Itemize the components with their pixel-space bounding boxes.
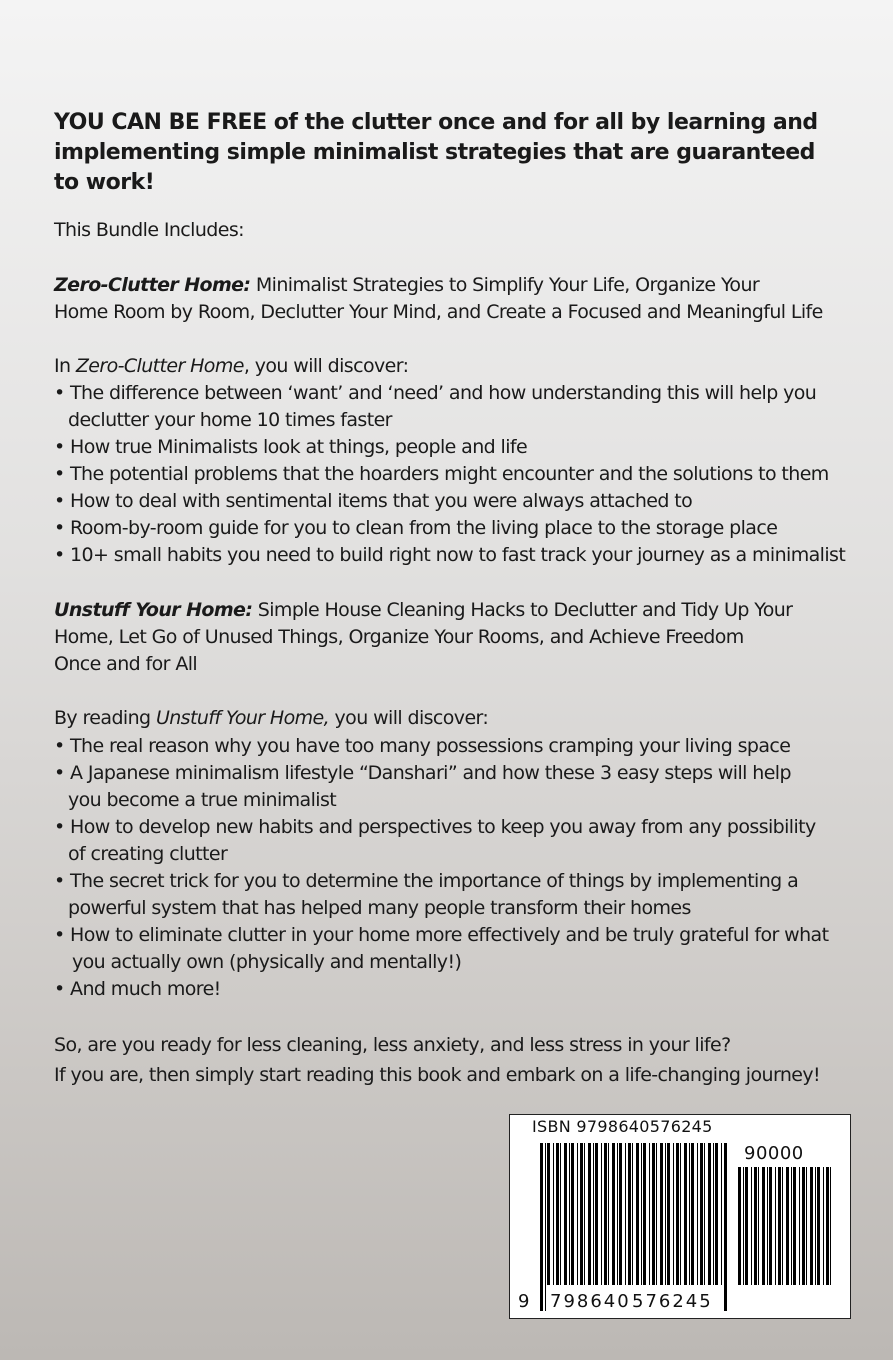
barcode-bar	[595, 1143, 598, 1285]
barcode-bar	[830, 1167, 831, 1285]
list-item: • The difference between ‘want’ and ‘need’ and how understanding this will help you	[54, 382, 817, 404]
barcode-bar	[715, 1143, 718, 1285]
barcode-bar	[700, 1143, 703, 1285]
barcode-bar	[721, 1143, 722, 1285]
barcode-bar	[560, 1143, 561, 1285]
list-item: of creating clutter	[68, 843, 228, 865]
barcode-bar	[628, 1143, 631, 1285]
barcode-bar	[632, 1143, 633, 1285]
barcode-bar	[697, 1143, 698, 1285]
barcode-bar	[782, 1167, 783, 1285]
book1-intro: In Zero-Clutter Home, you will discover:	[54, 355, 409, 377]
barcode-digits-left: 798640	[550, 1291, 631, 1312]
barcode-bar	[601, 1143, 602, 1285]
barcode-bar	[762, 1167, 765, 1285]
isbn-label: ISBN 9798640576245	[532, 1117, 713, 1136]
barcode-bar	[704, 1143, 705, 1285]
barcode-bar	[619, 1143, 622, 1285]
barcode-bar	[802, 1167, 805, 1285]
book1-subtitle-line-2: Home Room by Room, Declutter Your Mind, and Create a Focused and Meaningful Life	[54, 301, 823, 323]
barcode-bar	[758, 1167, 759, 1285]
barcode-bar	[588, 1143, 591, 1285]
closing-line-1: So, are you ready for less cleaning, less anxiety, and less stress in your life?	[54, 1034, 731, 1056]
barcode-digit-first: 9	[518, 1291, 532, 1312]
list-item: • Room-by-room guide for you to clean from the living place to the storage place	[54, 517, 778, 539]
list-item: • And much more!	[54, 978, 221, 1000]
list-item: • How to eliminate clutter in your home more effectively and be truly grateful for what	[54, 924, 829, 946]
barcode-bar	[713, 1143, 714, 1285]
barcode-bar	[684, 1143, 687, 1285]
list-item: declutter your home 10 times faster	[68, 409, 392, 431]
barcode-bars	[510, 1115, 850, 1318]
barcode-bar	[652, 1143, 655, 1285]
barcode-bar	[553, 1143, 554, 1285]
barcode-bar	[545, 1143, 546, 1311]
book2-subtitle-line-3: Once and for All	[54, 653, 198, 675]
barcode-digits-right: 576245	[632, 1291, 713, 1312]
barcode-bar	[791, 1167, 792, 1285]
barcode-bar	[751, 1167, 752, 1285]
barcode-bar	[571, 1143, 574, 1285]
barcode-bar	[826, 1167, 829, 1285]
barcode-bar	[656, 1143, 657, 1285]
barcode-bar	[738, 1167, 741, 1285]
barcode-bar	[786, 1167, 789, 1285]
barcode-bar	[665, 1143, 666, 1285]
list-item: • How to develop new habits and perspectives to keep you away from any possibility	[54, 816, 816, 838]
barcode-bar	[643, 1143, 646, 1285]
barcode-bar	[817, 1167, 820, 1285]
barcode-bar	[815, 1167, 816, 1285]
barcode-bar	[769, 1167, 772, 1285]
headline-line-1: YOU CAN BE FREE of the clutter once and for all by learning and	[54, 110, 818, 135]
barcode-bar	[793, 1167, 796, 1285]
barcode-bar	[767, 1167, 768, 1285]
barcode-bar	[604, 1143, 607, 1285]
headline-line-2: implementing simple minimalist strategies that are guaranteed	[54, 140, 815, 165]
closing-line-2: If you are, then simply start reading this book and embark on a life-changing journey!	[54, 1064, 821, 1086]
barcode-bar	[708, 1143, 711, 1285]
book2-intro: By reading Unstuff Your Home, you will discover:	[54, 707, 489, 729]
barcode-bar	[641, 1143, 642, 1285]
barcode-bar	[584, 1143, 585, 1285]
list-item: • The real reason why you have too many possessions cramping your living space	[54, 735, 791, 757]
barcode-bar	[823, 1167, 824, 1285]
barcode-bar	[810, 1167, 813, 1285]
barcode-bar	[680, 1143, 681, 1285]
list-item: • How true Minimalists look at things, people and life	[54, 436, 528, 458]
barcode-bar	[580, 1143, 583, 1285]
list-item: • The secret trick for you to determine the importance of things by implementing a	[54, 870, 799, 892]
price-code: 90000	[744, 1143, 804, 1164]
barcode-bar	[775, 1167, 776, 1285]
barcode-bar	[636, 1143, 639, 1285]
barcode-bar	[608, 1143, 609, 1285]
barcode-bar	[745, 1167, 748, 1285]
barcode-bar	[689, 1143, 690, 1285]
barcode-bar	[724, 1143, 727, 1311]
barcode-bar	[754, 1167, 757, 1285]
book1-title: Zero-Clutter Home:	[54, 274, 251, 296]
list-item: you become a true minimalist	[68, 789, 337, 811]
barcode-bar	[625, 1143, 626, 1285]
isbn-barcode	[509, 1114, 851, 1319]
barcode-bar	[649, 1143, 650, 1285]
barcode-bar	[676, 1143, 679, 1285]
barcode-bar	[778, 1167, 781, 1285]
headline-line-3: to work!	[54, 170, 155, 195]
barcode-bar	[691, 1143, 694, 1285]
barcode-bar	[564, 1143, 567, 1285]
barcode-bar	[673, 1143, 674, 1285]
barcode-bar	[612, 1143, 615, 1285]
barcode-bar	[667, 1143, 670, 1285]
barcode-bar	[540, 1143, 543, 1311]
barcode-bar	[569, 1143, 570, 1285]
barcode-bar	[593, 1143, 594, 1285]
barcode-bar	[660, 1143, 663, 1285]
list-item: • 10+ small habits you need to build right now to fast track your journey as a minimalist	[54, 544, 846, 566]
list-item: • The potential problems that the hoarders might encounter and the solutions to them	[54, 463, 829, 485]
barcode-bar	[799, 1167, 800, 1285]
barcode-bar	[577, 1143, 578, 1285]
barcode-bar	[547, 1143, 550, 1285]
barcode-bar	[617, 1143, 618, 1285]
book1-title-line: Zero-Clutter Home: Minimalist Strategies to Simplify Your Life, Organize Your	[54, 274, 760, 296]
barcode-bar	[743, 1167, 744, 1285]
barcode-bar	[556, 1143, 559, 1285]
book2-subtitle-line-2: Home, Let Go of Unused Things, Organize Your Rooms, and Achieve Freedom	[54, 626, 744, 648]
book2-title: Unstuff Your Home:	[54, 599, 253, 621]
list-item: powerful system that has helped many people transform their homes	[68, 897, 691, 919]
barcode-bar	[806, 1167, 807, 1285]
list-item: • How to deal with sentimental items that you were always attached to	[54, 490, 693, 512]
list-item: • A Japanese minimalism lifestyle “Danshari” and how these 3 easy steps will help	[54, 762, 791, 784]
list-item: you actually own (physically and mentally!)	[72, 951, 462, 973]
book2-title-line: Unstuff Your Home: Simple House Cleaning Hacks to Declutter and Tidy Up Your	[54, 599, 793, 621]
